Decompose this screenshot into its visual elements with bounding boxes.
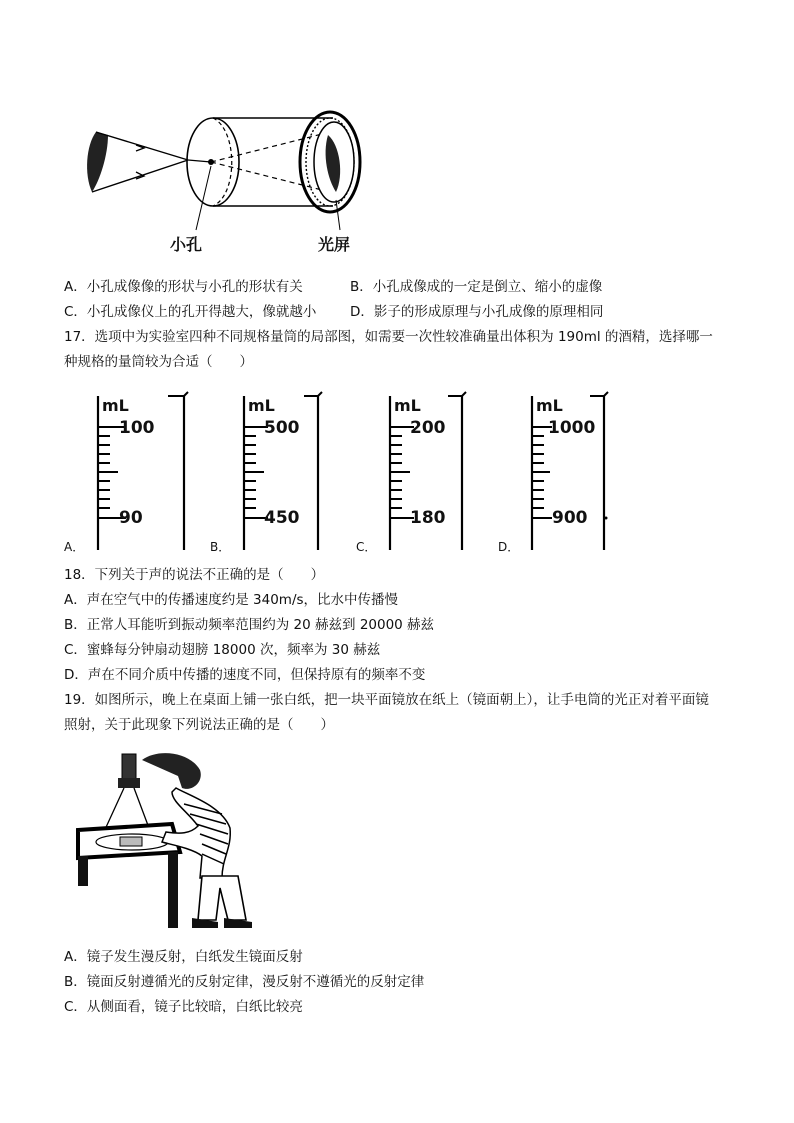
screen-label: 光屏 xyxy=(318,235,351,254)
cylinder-b-bottom-mark: 450 xyxy=(264,508,300,528)
cylinder-b xyxy=(210,390,340,555)
q16-option-b: B．小孔成像成的一定是倒立、缩小的虚像 xyxy=(350,279,603,295)
q18-option-c: C．蜜蜂每分钟扇动翅膀 18000 次，频率为 30 赫兹 xyxy=(64,642,381,658)
cylinder-a-drawing xyxy=(64,390,194,555)
q17-stem-line2: 种规格的量筒较为合适（ ） xyxy=(64,354,253,370)
cylinder-a xyxy=(64,390,194,555)
q19-stem-line1: 19．如图所示，晚上在桌面上铺一张白纸，把一块平面镜放在纸上（镜面朝上），让手电筒的光正对着平面镜 xyxy=(64,692,709,708)
q18-stem: 18．下列关于声的说法不正确的是（ ） xyxy=(64,567,325,583)
cylinder-c-unit: mL xyxy=(394,396,421,415)
q19-stem-line2: 照射，关于此现象下列说法正确的是（ ） xyxy=(64,717,334,733)
cylinder-a-letter: A． xyxy=(64,540,85,554)
q19-option-b: B．镜面反射遵循光的反射定律，漫反射不遵循光的反射定律 xyxy=(64,974,425,990)
q18-option-d: D．声在不同介质中传播的速度不同，但保持原有的频率不变 xyxy=(64,667,426,683)
q18-option-b: B．正常人耳能听到振动频率范围约为 20 赫兹到 20000 赫兹 xyxy=(64,617,435,633)
cylinder-d-bottom-mark: 900 xyxy=(552,508,588,528)
cylinder-b-letter: B． xyxy=(210,540,231,554)
cylinder-b-drawing xyxy=(210,390,340,555)
q16-option-d: D．影子的形成原理与小孔成像的原理相同 xyxy=(350,304,604,320)
cylinder-d xyxy=(498,390,628,555)
cylinder-d-letter: D． xyxy=(498,540,520,554)
flashlight-mirror-figure xyxy=(72,748,272,933)
pinhole-label: 小孔 xyxy=(170,235,203,254)
cylinder-c-top-mark: 200 xyxy=(410,418,446,438)
cylinder-d-top-mark: 1000 xyxy=(548,418,596,438)
cylinder-c xyxy=(356,390,486,555)
q16-option-c: C．小孔成像仪上的孔开得越大，像就越小 xyxy=(64,304,317,320)
pinhole-camera-figure xyxy=(78,100,378,260)
cylinder-c-drawing xyxy=(356,390,486,555)
cylinder-b-unit: mL xyxy=(248,396,275,415)
q17-stem-line1: 17．选项中为实验室四种不同规格量筒的局部图，如需要一次性较准确量出体积为 190ml 的酒精，选择哪一 xyxy=(64,329,713,345)
cylinder-c-bottom-mark: 180 xyxy=(410,508,446,528)
cylinder-c-letter: C． xyxy=(356,540,377,554)
cylinder-a-top-mark: 100 xyxy=(119,418,155,438)
q19-option-c: C．从侧面看，镜子比较暗，白纸比较亮 xyxy=(64,999,303,1015)
q19-option-a: A．镜子发生漫反射，白纸发生镜面反射 xyxy=(64,949,303,965)
cylinder-a-unit: mL xyxy=(102,396,129,415)
cylinder-a-bottom-mark: 90 xyxy=(119,508,143,528)
cylinder-d-drawing xyxy=(498,390,628,555)
flashlight-mirror-drawing xyxy=(72,748,272,933)
cylinder-b-top-mark: 500 xyxy=(264,418,300,438)
q18-option-a: A．声在空气中的传播速度约是 340m/s，比水中传播慢 xyxy=(64,592,399,608)
q16-option-a: A．小孔成像像的形状与小孔的形状有关 xyxy=(64,279,303,295)
cylinder-d-unit: mL xyxy=(536,396,563,415)
